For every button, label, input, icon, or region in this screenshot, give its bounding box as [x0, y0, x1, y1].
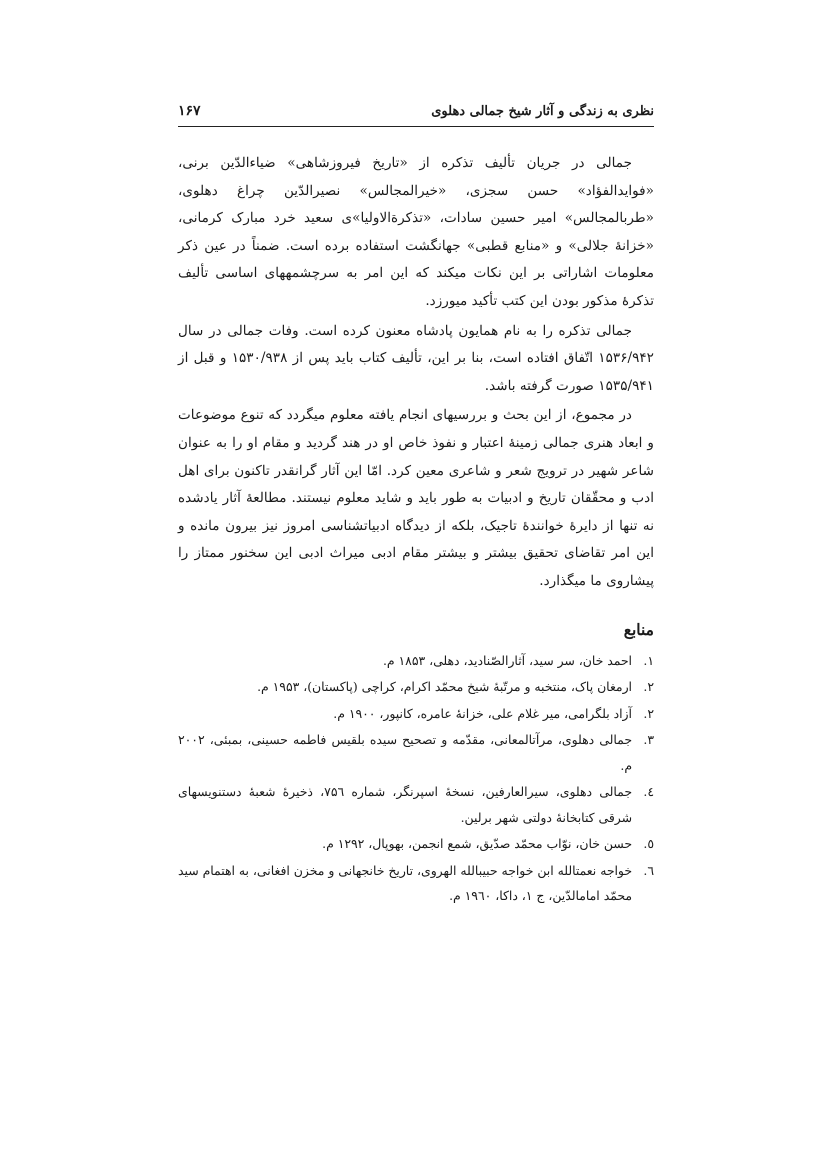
reference-item: [178, 727, 654, 778]
reference-number: ٤.: [643, 784, 654, 799]
reference-item: [178, 831, 654, 857]
reference-item: [178, 701, 654, 727]
reference-text: خواجه نعمتالله ابن خواجه حبیبالله الهروی، تاریخ خانجهانی و مخزن افغانی، به اهتمام سید محمّد امامالدّین، ج ۱، داکا، ۱۹٦۰ م.: [178, 862, 632, 903]
paragraph: جمالی تذکره را به نام همایون پادشاه معنون کرده است. وفات جمالی در سال ۱۵۳۶/۹۴۲ اتّفاق افتاده است، بنا بر این، تألیف کتاب باید پس از ۱۵۳۰/۹۳۸ و قبل از ۱۵۳۵/۹۴۱ صورت گرفته باشد.: [178, 322, 654, 394]
reference-item: [178, 858, 654, 909]
reference-text: جمالی دهلوی، مرآتالمعانی، مقدّمه و تصحیح سیده بلقیس فاطمه حسینی، بمبئی، ۲۰۰۲ م.: [178, 732, 632, 773]
reference-number: ۳.: [643, 732, 654, 747]
reference-number: ۱.: [643, 652, 654, 668]
reference-text: احمد خان، سر سید، آثارالصّنادید، دهلی، ۱۸۵۳ م.: [382, 652, 632, 668]
reference-item: [178, 648, 654, 674]
references-list: [178, 648, 654, 909]
paragraph: جمالی در جریان تألیف تذکره از «تاریخ فیروزشاهی» ضیاءالدّین برنی، «فوایدالفؤاد» حسن سجزی، «خیرالمجالس» نصیرالدّین چراغ دهلوی، «طربالمجالس» امیر حسین سادات، «تذکرةالاولیا»ی سعید خرد مبارک کرمانی، «خزانهٔ جلالی» و «منابع قطبی» جهانگشت استفاده برده است. ضمناً در عین ذکر معلومات اشاراتی بر این نکات میکند که این امر به سرچشمههای اساسی تألیف تذکرهٔ مذکور بودن این کتب تأکید میورزد.: [178, 155, 654, 309]
reference-text: آزاد بلگرامی، میر غلام علی، خزانهٔ عامره، کانپور، ۱۹۰۰ م.: [333, 705, 632, 721]
reference-text: حسن خان، نوّاب محمّد صدّیق، شمع انجمن، بهوپال، ۱۲۹۲ م.: [322, 836, 632, 851]
reference-number: ۲.: [643, 679, 654, 694]
references-heading: منابع: [623, 619, 654, 639]
reference-number: ٦.: [643, 862, 654, 878]
body-text: [178, 150, 654, 910]
paragraph: در مجموع، از این بحث و بررسیهای انجام یافته معلوم میگردد که تنوع موضوعات و ابعاد هنری جمالی زمینهٔ اعتبار و نفوذ خاص او در هند گردید و مقام او را به عنوان شاعر شهیر در ترویج شعر و شاعری معین کرد. امّا این آثار گرانقدر تاکنون برای اهل ادب و محقّقان تاریخ و ادبیات به طور باید و شاید معلوم نیستند. مطالعهٔ آثار یادشده نه تنها از دایرهٔ خوانندهٔ تاجیک، بلکه از دیدگاه ادبیاتشناسی امروز نیز بیرون مانده و این امر تقاضای تحقیق بیشتر و بیشتر مقام ادبی میراث ادبی این سخنور ممتاز را پیشاروی ما میگذارد.: [178, 407, 654, 589]
reference-item: [178, 674, 654, 700]
reference-text: ارمغان پاک، منتخبه و مرتّبهٔ شیخ محمّد اکرام، کراچی (پاکستان)، ۱۹۵۳ م.: [257, 679, 632, 694]
reference-text: جمالی دهلوی، سیرالعارفین، نسخهٔ اسپرنگر، شماره ۷۵٦، ذخیرهٔ شعبهٔ دستنویسهای شرقی کتابخانهٔ دولتی شهر برلین.: [178, 784, 632, 825]
reference-number: ۲.: [643, 705, 654, 721]
reference-number: ٥.: [643, 836, 654, 851]
reference-item: [178, 779, 654, 830]
page-header: [178, 100, 654, 127]
page-number: ۱۶۷: [178, 103, 201, 119]
running-title: نظری به زندگی و آثار شیخ جمالی دهلوی: [431, 104, 654, 119]
